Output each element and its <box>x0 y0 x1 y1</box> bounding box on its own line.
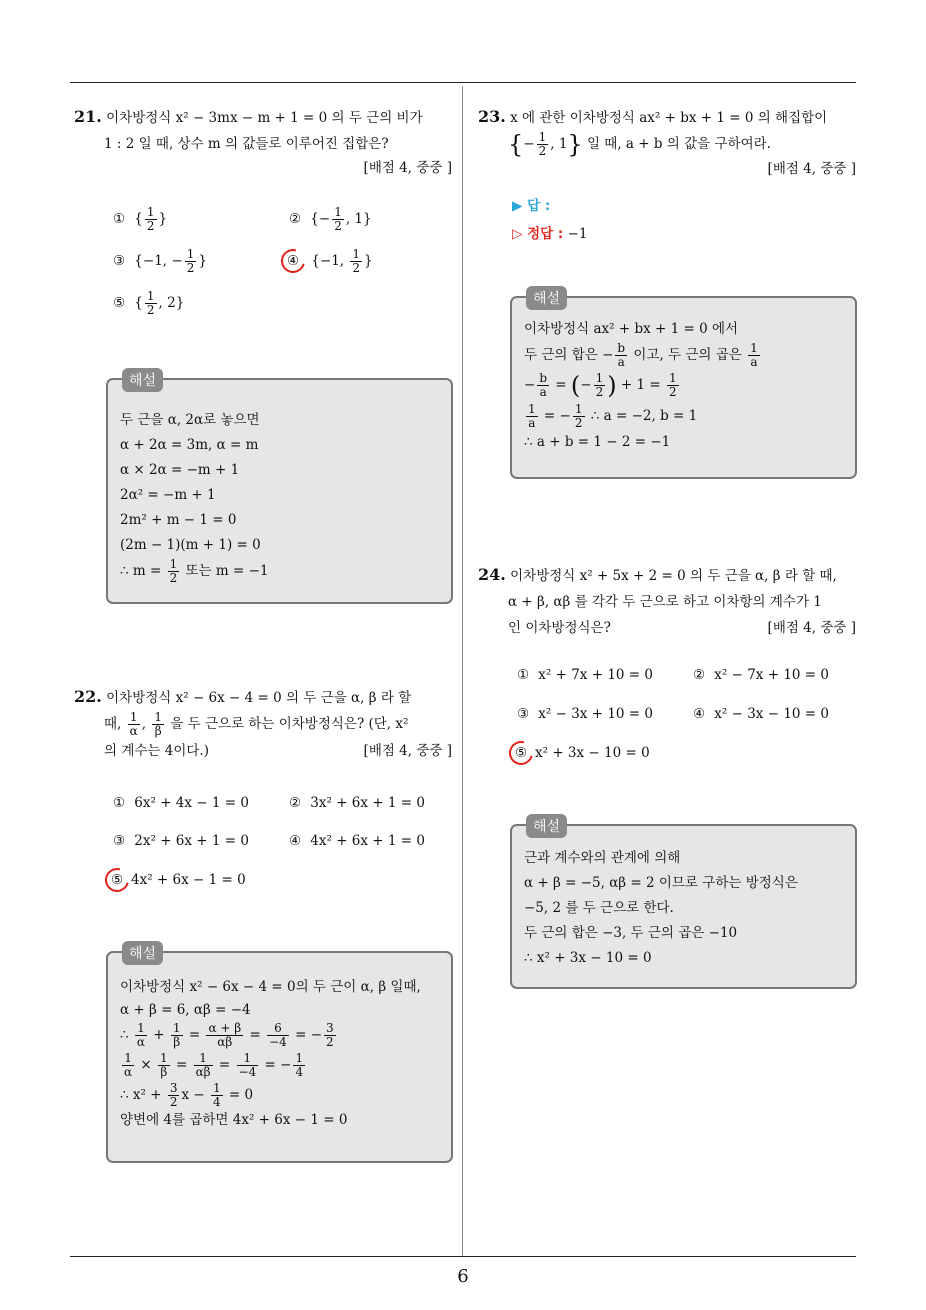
q21-option-3[interactable]: ③ {−1, − $\frac{1}{2}$ } <box>112 247 207 275</box>
q24-option-1[interactable]: ① x² + 7x + 10 = 0 <box>516 667 653 683</box>
q22-option-5-selected[interactable]: ⑤ 4x² + 6x − 1 = 0 <box>108 868 246 892</box>
solution-tag: 해설 <box>526 814 567 838</box>
solution-tag: 해설 <box>122 941 163 965</box>
question-21-text: 21. 이차방정식 x² − 3mx − m + 1 = 0 의 두 근의 비가 1 : 2 일 때, 상수 m 의 값들로 이루어진 집합은? <box>74 107 423 152</box>
question-meta: [배점 4, 중중 ] <box>363 160 452 176</box>
answer-label: ▶ 답 : <box>512 198 551 214</box>
selected-answer-circle: ⑤ <box>101 864 134 897</box>
q22-solution-box: 해설 이차방정식 x² − 6x − 4 = 0의 두 근이 α, β 일때, α + β = 6, αβ = −4 ∴ $\frac{1}{\alpha}$ + $\frac{1}{\beta}$ = $\frac{\alpha + \beta}{\alpha\beta}$ = $\frac{6}{-4}$ = − $\frac{3}{2}$ $\frac{1}{\alpha}$ × $\frac{1}{\beta}$ = $\frac{1}{\alpha\beta}$ = $\frac{1}{-4}$ = − $\frac{1}{4}$ ∴ x² + $\frac{3}{2}$ x − $\frac{1}{4}$ = 0 양변에 4를 곱하면 4x² + 6x − 1 = 0 <box>106 951 453 1163</box>
question-number: 23. <box>478 107 506 126</box>
question-number: 22. <box>74 687 102 706</box>
question-meta: [배점 4, 중중 ] <box>767 161 856 177</box>
column-divider <box>462 86 463 1256</box>
question-meta: [배점 4, 중중 ] <box>363 743 452 759</box>
question-number: 21. <box>74 107 102 126</box>
q24-option-3[interactable]: ③ x² − 3x + 10 = 0 <box>516 706 653 722</box>
solution-tag: 해설 <box>526 286 567 310</box>
q21-option-5[interactable]: ⑤ { $\frac{1}{2}$ , 2} <box>112 289 185 317</box>
question-meta: [배점 4, 중중 ] <box>767 620 856 636</box>
q21-option-1[interactable]: ① { $\frac{1}{2}$ } <box>112 205 168 233</box>
q24-option-2[interactable]: ② x² − 7x + 10 = 0 <box>692 667 829 683</box>
q22-option-1[interactable]: ① 6x² + 4x − 1 = 0 <box>112 795 249 811</box>
q24-solution-box: 해설 근과 계수와의 관계에 의해 α + β = −5, αβ = 2 이므로 구하는 방정식은 −5, 2 를 두 근으로 한다. 두 근의 합은 −3, 두 근의 곱은 −10 ∴ x² + 3x − 10 = 0 <box>510 824 857 989</box>
question-21 <box>74 104 452 179</box>
page-number: 6 <box>457 1266 469 1287</box>
solution-tag: 해설 <box>122 368 163 392</box>
correct-answer-value: −1 <box>567 226 588 242</box>
q22-option-4[interactable]: ④ 4x² + 6x + 1 = 0 <box>288 833 425 849</box>
correct-answer-label: ▷ 정답 : <box>512 226 564 242</box>
selected-answer-circle: ⑤ <box>505 737 538 770</box>
q24-option-4[interactable]: ④ x² − 3x − 10 = 0 <box>692 706 829 722</box>
q22-option-3[interactable]: ③ 2x² + 6x + 1 = 0 <box>112 833 249 849</box>
q21-option-2[interactable]: ② {− $\frac{1}{2}$ , 1} <box>288 205 372 233</box>
q23-solution-box: 해설 이차방정식 ax² + bx + 1 = 0 에서 두 근의 합은 − $\frac{b}{a}$ 이고, 두 근의 곱은 $\frac{1}{a}$ − $\frac{b}{a}$ = (− $\frac{1}{2}$ ) + 1 = $\frac{1}{2}$ $\frac{1}{a}$ = − $\frac{1}{2}$ ∴ a = −2, b = 1 ∴ a + b = 1 − 2 = −1 <box>510 296 857 479</box>
question-24: 24. 이차방정식 x² + 5x + 2 = 0 의 두 근을 α, β 라 할 때, α + β, αβ 를 각각 두 근으로 하고 이차항의 계수가 1 인 이차방정식은? [배점 4, 중중 ] <box>478 562 856 639</box>
q24-option-5-selected[interactable]: ⑤ x² + 3x − 10 = 0 <box>512 741 650 765</box>
q21-solution-box: 해설 두 근을 α, 2α로 놓으면 α + 2α = 3m, α = m α × 2α = −m + 1 2α² = −m + 1 2m² + m − 1 = 0 (2m − 1)(m + 1) = 0 ∴ m = $\frac{1}{2}$ 또는 m = −1 <box>106 378 453 604</box>
question-23: 23. x 에 관한 이차방정식 ax² + bx + 1 = 0 의 해집합이 {− $\frac{1}{2}$ , 1} 일 때, a + b 의 값을 구하여라. [배점 4, 중중 ] <box>478 104 856 180</box>
header-rule <box>70 82 856 83</box>
question-22: 22. 이차방정식 x² − 6x − 4 = 0 의 두 근을 α, β 라 할 때, $\frac{1}{\alpha}$ , $\frac{1}{\beta}$ 을 두 근으로 하는 이차방정식은? (단, x² 의 계수는 4이다.) [배점 4, 중중 ] <box>74 684 452 762</box>
q22-option-2[interactable]: ② 3x² + 6x + 1 = 0 <box>288 795 425 811</box>
q21-option-4-selected[interactable]: ④ {−1, $\frac{1}{2}$ } <box>284 248 373 275</box>
selected-answer-circle: ④ <box>277 245 310 278</box>
question-number: 24. <box>478 565 506 584</box>
footer-rule <box>70 1256 856 1257</box>
q23-answer-area <box>512 192 587 248</box>
